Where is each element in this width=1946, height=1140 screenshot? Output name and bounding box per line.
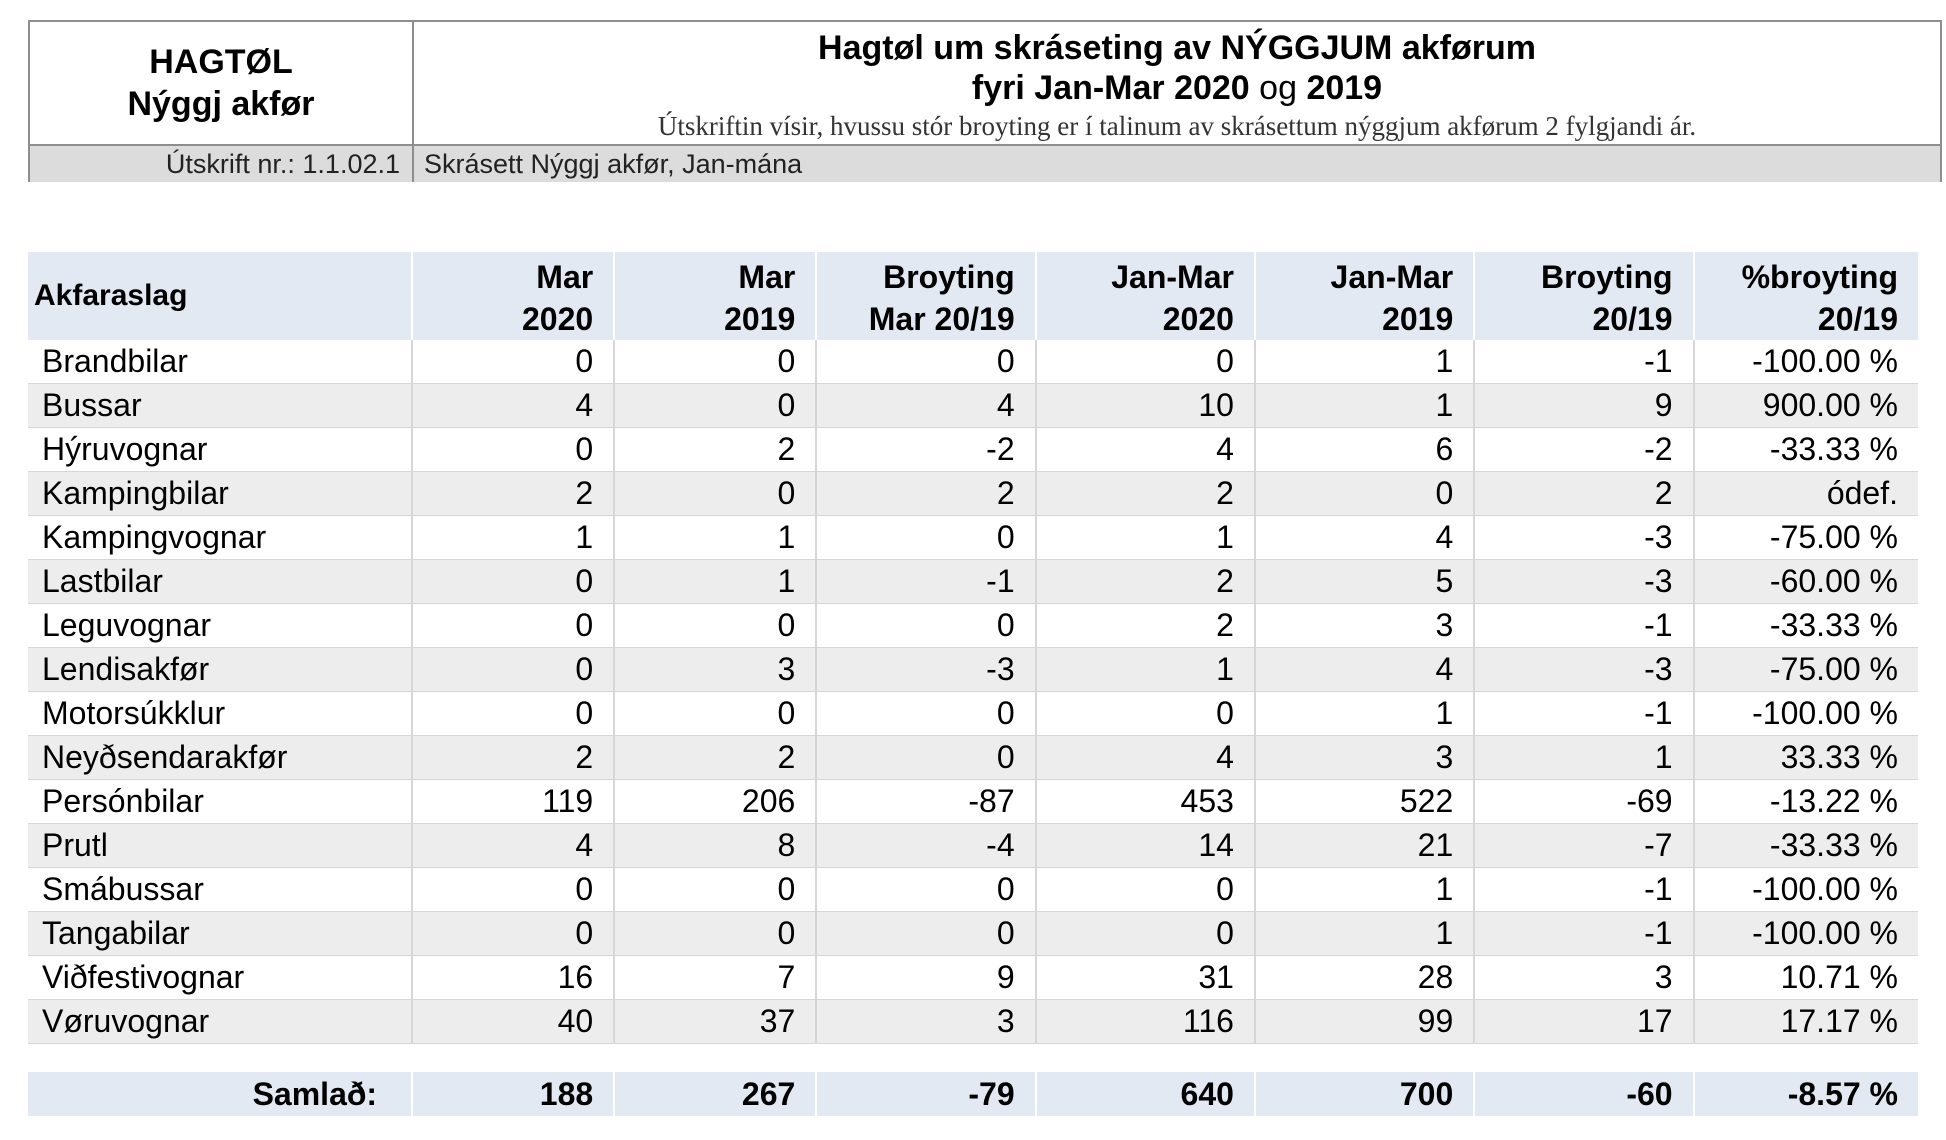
column-header <box>1694 252 1918 340</box>
value-cell: 0 <box>614 604 816 648</box>
value-cell: -100.00 % <box>1694 340 1918 384</box>
value-cell: 10 <box>1036 384 1255 428</box>
value-cell: 99 <box>1255 1000 1474 1044</box>
column-header-line: 2019 <box>724 301 796 337</box>
value-cell: 1 <box>1255 692 1474 736</box>
report-badge <box>30 22 414 144</box>
value-cell: 0 <box>816 516 1035 560</box>
total-value: -60 <box>1474 1072 1693 1116</box>
table-row <box>28 1000 1918 1044</box>
vehicle-type-cell: Brandbilar <box>28 340 412 384</box>
value-cell: -100.00 % <box>1694 868 1918 912</box>
value-cell: -60.00 % <box>1694 560 1918 604</box>
value-cell: 2 <box>1036 560 1255 604</box>
value-cell: 3 <box>614 648 816 692</box>
value-cell: -87 <box>816 780 1035 824</box>
value-cell: -7 <box>1474 824 1693 868</box>
value-cell: -3 <box>1474 516 1693 560</box>
value-cell: -33.33 % <box>1694 428 1918 472</box>
column-header <box>1474 252 1693 340</box>
printout-bar <box>30 144 1940 182</box>
value-cell: 1 <box>1255 340 1474 384</box>
table-row <box>28 472 1918 516</box>
table-row <box>28 824 1918 868</box>
total-value: 700 <box>1255 1072 1474 1116</box>
value-cell: 0 <box>816 868 1035 912</box>
value-cell: 0 <box>1036 868 1255 912</box>
report-subtitle: Útskriftin vísir, hvussu stór broyting er í talinum av skrásettum nýggjum akførum 2 fylgjandi ár. <box>657 111 1697 141</box>
value-cell: 119 <box>412 780 614 824</box>
vehicle-type-cell: Persónbilar <box>28 780 412 824</box>
value-cell: 4 <box>1036 428 1255 472</box>
value-cell: 0 <box>816 736 1035 780</box>
table-row <box>28 340 1918 384</box>
value-cell: 0 <box>614 472 816 516</box>
value-cell: -75.00 % <box>1694 516 1918 560</box>
report-period-a: fyri Jan-Mar 2020 <box>971 69 1250 107</box>
value-cell: -2 <box>1474 428 1693 472</box>
column-header-line: 20/19 <box>1592 301 1673 337</box>
value-cell: 16 <box>412 956 614 1000</box>
report-period <box>414 68 1940 108</box>
value-cell: 5 <box>1255 560 1474 604</box>
table-row <box>28 560 1918 604</box>
value-cell: 9 <box>816 956 1035 1000</box>
value-cell: 1 <box>412 516 614 560</box>
value-cell: 522 <box>1255 780 1474 824</box>
value-cell: -100.00 % <box>1694 692 1918 736</box>
value-cell: 7 <box>614 956 816 1000</box>
value-cell: -1 <box>1474 604 1693 648</box>
value-cell: 3 <box>1255 736 1474 780</box>
vehicle-type-cell: Viðfestivognar <box>28 956 412 1000</box>
value-cell: 0 <box>412 428 614 472</box>
value-cell: 206 <box>614 780 816 824</box>
value-cell: 8 <box>614 824 816 868</box>
value-cell: -69 <box>1474 780 1693 824</box>
column-header-line: Broyting <box>1541 259 1673 295</box>
column-header <box>28 252 412 340</box>
column-header <box>412 252 614 340</box>
report-period-og: og <box>1259 69 1297 107</box>
value-cell: 3 <box>816 1000 1035 1044</box>
column-header-line: Mar 20/19 <box>868 301 1015 337</box>
value-cell: 2 <box>412 736 614 780</box>
value-cell: 6 <box>1255 428 1474 472</box>
table-row <box>28 428 1918 472</box>
table-row <box>28 516 1918 560</box>
report-header <box>28 20 1942 182</box>
value-cell: -1 <box>1474 340 1693 384</box>
table-row <box>28 868 1918 912</box>
value-cell: 17 <box>1474 1000 1693 1044</box>
value-cell: -3 <box>1474 648 1693 692</box>
table-header-row <box>28 252 1918 340</box>
value-cell: 0 <box>412 560 614 604</box>
value-cell: 1 <box>614 516 816 560</box>
value-cell: -2 <box>816 428 1035 472</box>
value-cell: 0 <box>614 384 816 428</box>
vehicle-type-cell: Hýruvognar <box>28 428 412 472</box>
column-header-line: Mar <box>536 259 594 295</box>
value-cell: 116 <box>1036 1000 1255 1044</box>
value-cell: 0 <box>1036 912 1255 956</box>
value-cell: 0 <box>614 912 816 956</box>
column-header-line: Akfaraslag <box>34 279 188 312</box>
value-cell: 0 <box>614 868 816 912</box>
column-header <box>1036 252 1255 340</box>
column-header-line: Jan-Mar <box>1330 259 1454 295</box>
value-cell: -33.33 % <box>1694 604 1918 648</box>
badge-subtitle: Nýggj akfør <box>127 85 315 123</box>
value-cell: 4 <box>1036 736 1255 780</box>
total-label: Samlað: <box>28 1072 412 1116</box>
vehicle-registration-table <box>28 252 1918 1044</box>
value-cell: -75.00 % <box>1694 648 1918 692</box>
value-cell: 0 <box>412 604 614 648</box>
vehicle-type-cell: Kampingbilar <box>28 472 412 516</box>
value-cell: 0 <box>412 868 614 912</box>
table-row <box>28 604 1918 648</box>
value-cell: 0 <box>816 604 1035 648</box>
value-cell: 0 <box>412 648 614 692</box>
value-cell: 10.71 % <box>1694 956 1918 1000</box>
value-cell: 900.00 % <box>1694 384 1918 428</box>
value-cell: 0 <box>412 340 614 384</box>
value-cell: -100.00 % <box>1694 912 1918 956</box>
value-cell: 0 <box>1036 340 1255 384</box>
value-cell: 2 <box>614 428 816 472</box>
vehicle-type-cell: Lastbilar <box>28 560 412 604</box>
column-header-line: Broyting <box>883 259 1015 295</box>
total-table <box>28 1072 1918 1116</box>
column-header-line: 2020 <box>522 301 594 337</box>
value-cell: 4 <box>412 824 614 868</box>
value-cell: 0 <box>1036 692 1255 736</box>
column-header <box>816 252 1035 340</box>
value-cell: -4 <box>816 824 1035 868</box>
value-cell: 453 <box>1036 780 1255 824</box>
column-header-line: 20/19 <box>1817 301 1898 337</box>
column-header-line: Jan-Mar <box>1111 259 1234 295</box>
value-cell: 33.33 % <box>1694 736 1918 780</box>
vehicle-type-cell: Neyðsendarakfør <box>28 736 412 780</box>
vehicle-type-cell: Vøruvognar <box>28 1000 412 1044</box>
total-value: 267 <box>614 1072 816 1116</box>
value-cell: 17.17 % <box>1694 1000 1918 1044</box>
table-row <box>28 956 1918 1000</box>
column-header-line: 2019 <box>1382 301 1454 337</box>
value-cell: 1 <box>1036 648 1255 692</box>
column-header <box>1255 252 1474 340</box>
total-value: 640 <box>1036 1072 1255 1116</box>
value-cell: -1 <box>816 560 1035 604</box>
report-title-block <box>414 22 1940 144</box>
value-cell: ódef. <box>1694 472 1918 516</box>
value-cell: 4 <box>412 384 614 428</box>
value-cell: 1 <box>1255 868 1474 912</box>
total-value: 188 <box>412 1072 614 1116</box>
value-cell: -1 <box>1474 868 1693 912</box>
report-period-b: 2019 <box>1306 69 1383 107</box>
column-header-line: 2020 <box>1162 301 1234 337</box>
column-header-line: %broyting <box>1741 259 1898 295</box>
value-cell: 0 <box>816 692 1035 736</box>
value-cell: 1 <box>1255 912 1474 956</box>
value-cell: 4 <box>1255 516 1474 560</box>
vehicle-type-cell: Kampingvognar <box>28 516 412 560</box>
value-cell: 2 <box>816 472 1035 516</box>
table-row <box>28 780 1918 824</box>
value-cell: -13.22 % <box>1694 780 1918 824</box>
value-cell: 2 <box>1036 472 1255 516</box>
table-row <box>28 648 1918 692</box>
value-cell: 9 <box>1474 384 1693 428</box>
vehicle-type-cell: Smábussar <box>28 868 412 912</box>
table-row <box>28 384 1918 428</box>
value-cell: 2 <box>1036 604 1255 648</box>
vehicle-type-cell: Motorsúkklur <box>28 692 412 736</box>
value-cell: 2 <box>1474 472 1693 516</box>
total-row <box>28 1072 1918 1116</box>
vehicle-type-cell: Prutl <box>28 824 412 868</box>
value-cell: -1 <box>1474 692 1693 736</box>
value-cell: 3 <box>1255 604 1474 648</box>
printout-number: Útskrift nr.: 1.1.02.1 <box>30 146 414 182</box>
table-row <box>28 692 1918 736</box>
value-cell: 3 <box>1474 956 1693 1000</box>
column-header-line: Mar <box>738 259 796 295</box>
value-cell: 4 <box>816 384 1035 428</box>
value-cell: 37 <box>614 1000 816 1044</box>
value-cell: -1 <box>1474 912 1693 956</box>
value-cell: 0 <box>412 912 614 956</box>
table-row <box>28 912 1918 956</box>
value-cell: 0 <box>614 340 816 384</box>
vehicle-type-cell: Tangabilar <box>28 912 412 956</box>
value-cell: 0 <box>412 692 614 736</box>
value-cell: 1 <box>1474 736 1693 780</box>
value-cell: -3 <box>1474 560 1693 604</box>
value-cell: 4 <box>1255 648 1474 692</box>
value-cell: 2 <box>614 736 816 780</box>
value-cell: 0 <box>614 692 816 736</box>
vehicle-type-cell: Lendisakfør <box>28 648 412 692</box>
value-cell: 1 <box>614 560 816 604</box>
value-cell: 21 <box>1255 824 1474 868</box>
value-cell: 14 <box>1036 824 1255 868</box>
value-cell: 31 <box>1036 956 1255 1000</box>
value-cell: 1 <box>1255 384 1474 428</box>
value-cell: 2 <box>412 472 614 516</box>
table-row <box>28 736 1918 780</box>
value-cell: 0 <box>816 340 1035 384</box>
value-cell: 40 <box>412 1000 614 1044</box>
value-cell: 28 <box>1255 956 1474 1000</box>
total-value: -79 <box>816 1072 1035 1116</box>
printout-description: Skrásett Nýggj akfør, Jan-mána <box>424 149 803 179</box>
vehicle-type-cell: Leguvognar <box>28 604 412 648</box>
badge-title: HAGTØL <box>149 43 293 81</box>
value-cell: 1 <box>1036 516 1255 560</box>
value-cell: 0 <box>816 912 1035 956</box>
total-value: -8.57 % <box>1694 1072 1918 1116</box>
value-cell: 0 <box>1255 472 1474 516</box>
report-title: Hagtøl um skráseting av NÝGGJUM akførum <box>818 29 1536 67</box>
value-cell: -3 <box>816 648 1035 692</box>
value-cell: -33.33 % <box>1694 824 1918 868</box>
column-header <box>614 252 816 340</box>
vehicle-type-cell: Bussar <box>28 384 412 428</box>
